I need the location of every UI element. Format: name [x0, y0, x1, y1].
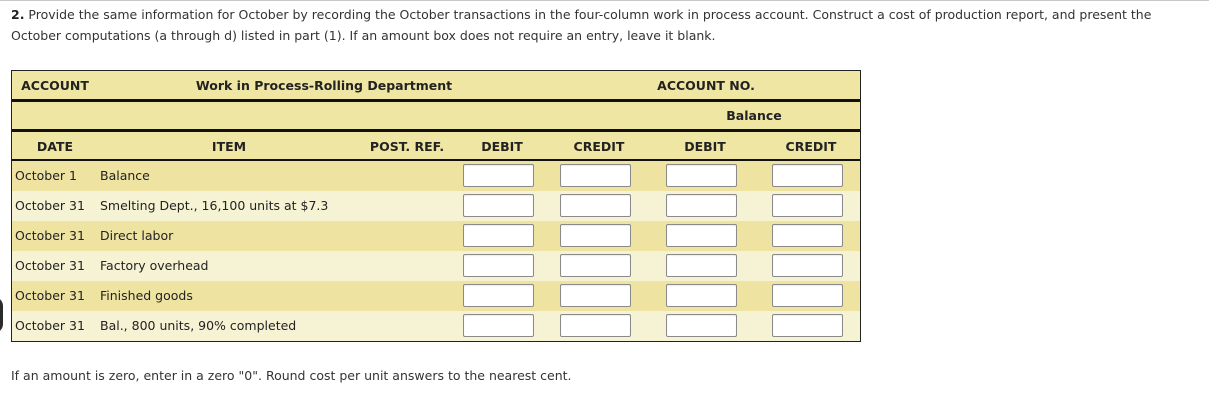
balance-credit-input[interactable]: [772, 224, 843, 247]
col-balance-debit: DEBIT: [684, 139, 726, 154]
credit-input[interactable]: [560, 314, 631, 337]
rounding-note: If an amount is zero, enter in a zero "0". Round cost per unit answers to the nearest cent.: [11, 368, 572, 383]
credit-input[interactable]: [560, 284, 631, 307]
row-item: Direct labor: [100, 228, 174, 243]
debit-input[interactable]: [463, 254, 534, 277]
work-in-process-ledger: [11, 70, 861, 342]
account-name: Work in Process-Rolling Department: [195, 78, 453, 93]
side-scroll-tab: [0, 297, 3, 333]
top-divider: [0, 0, 1209, 1]
table-row: [12, 221, 860, 251]
table-row: [12, 311, 860, 341]
credit-input[interactable]: [560, 164, 631, 187]
balance-header-row: [12, 102, 860, 129]
row-date: October 31: [15, 318, 85, 333]
balance-debit-input[interactable]: [666, 164, 737, 187]
col-date: DATE: [36, 139, 74, 154]
col-balance-credit: CREDIT: [785, 139, 837, 154]
col-post-ref: POST. REF.: [369, 139, 445, 154]
balance-debit-input[interactable]: [666, 254, 737, 277]
balance-debit-input[interactable]: [666, 194, 737, 217]
row-date: October 31: [15, 198, 85, 213]
row-date: October 31: [15, 228, 85, 243]
problem-instructions: [11, 4, 1201, 46]
table-row: [12, 191, 860, 221]
balance-debit-input[interactable]: [666, 224, 737, 247]
row-date: October 1: [15, 168, 77, 183]
debit-input[interactable]: [463, 164, 534, 187]
balance-credit-input[interactable]: [772, 314, 843, 337]
balance-debit-input[interactable]: [666, 314, 737, 337]
table-row: [12, 161, 860, 191]
row-item: Smelting Dept., 16,100 units at $7.3: [100, 198, 329, 213]
balance-label: Balance: [726, 108, 782, 123]
account-label: ACCOUNT: [21, 78, 89, 93]
problem-number: 2.: [11, 7, 25, 22]
row-item: Finished goods: [100, 288, 193, 303]
row-item: Balance: [100, 168, 150, 183]
balance-credit-input[interactable]: [772, 284, 843, 307]
debit-input[interactable]: [463, 314, 534, 337]
row-date: October 31: [15, 258, 85, 273]
col-item: ITEM: [211, 139, 247, 154]
credit-input[interactable]: [560, 194, 631, 217]
column-header-row: [12, 132, 860, 159]
debit-input[interactable]: [463, 284, 534, 307]
account-header-row: [12, 71, 860, 99]
table-row: [12, 281, 860, 311]
problem-text: Provide the same information for October by recording the October transactions in the four-column work in process account. Construct a cost of production report, and present the October computations (a through d) listed in part (1). If an amount box does not require an entry, leave it blank.: [11, 7, 1152, 43]
table-row: [12, 251, 860, 281]
account-no-label: ACCOUNT NO.: [657, 78, 755, 93]
balance-credit-input[interactable]: [772, 254, 843, 277]
row-item: Bal., 800 units, 90% completed: [100, 318, 297, 333]
debit-input[interactable]: [463, 194, 534, 217]
balance-credit-input[interactable]: [772, 194, 843, 217]
row-date: October 31: [15, 288, 85, 303]
col-credit: CREDIT: [573, 139, 625, 154]
balance-debit-input[interactable]: [666, 284, 737, 307]
debit-input[interactable]: [463, 224, 534, 247]
credit-input[interactable]: [560, 224, 631, 247]
credit-input[interactable]: [560, 254, 631, 277]
balance-credit-input[interactable]: [772, 164, 843, 187]
col-debit: DEBIT: [481, 139, 523, 154]
row-item: Factory overhead: [100, 258, 209, 273]
